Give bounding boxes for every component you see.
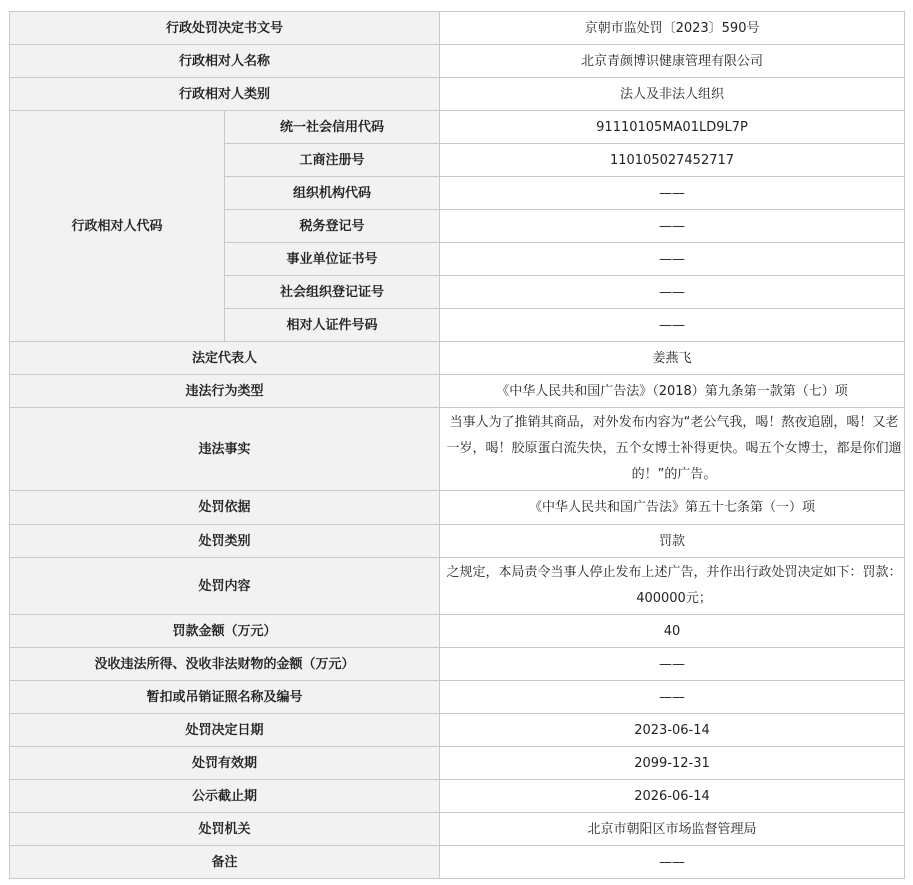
value-penalty-content: 之规定，本局责令当事人停止发布上述广告，并作出行政处罚决定如下：罚款：400000元； xyxy=(440,558,905,615)
value-penalty-type: 罚款 xyxy=(440,525,905,558)
row-remarks xyxy=(10,846,905,879)
value-fine-amount: 40 xyxy=(440,615,905,648)
value-remarks: —— xyxy=(440,846,905,879)
value-legal-rep: 姜燕飞 xyxy=(440,342,905,375)
value-violation-facts: 当事人为了推销其商品，对外发布内容为“老公气我，喝！熬夜追剧，喝！又老一岁，喝！胶原蛋白流失快，五个女博士补得更快。喝五个女博士，都是你们遛的！”的广告。 xyxy=(440,408,905,491)
value-business-reg-no: 110105027452717 xyxy=(440,144,905,177)
row-violation-type xyxy=(10,375,905,408)
label-decision-no: 行政处罚决定书文号 xyxy=(10,12,440,45)
row-decision-date xyxy=(10,714,905,747)
row-party-type xyxy=(10,78,905,111)
value-social-org-cert: —— xyxy=(440,276,905,309)
value-institution-cert: —— xyxy=(440,243,905,276)
label-tax-reg-no: 税务登记号 xyxy=(225,210,440,243)
penalty-record-table xyxy=(9,11,905,879)
value-valid-until: 2099-12-31 xyxy=(440,747,905,780)
value-id-number: —— xyxy=(440,309,905,342)
label-decision-date: 处罚决定日期 xyxy=(10,714,440,747)
row-penalty-basis xyxy=(10,491,905,525)
label-org-code: 组织机构代码 xyxy=(225,177,440,210)
label-license-revoke: 暂扣或吊销证照名称及编号 xyxy=(10,681,440,714)
row-violation-facts xyxy=(10,408,905,491)
value-license-revoke: —— xyxy=(440,681,905,714)
label-institution-cert: 事业单位证书号 xyxy=(225,243,440,276)
value-credit-code: 91110105MA01LD9L7P xyxy=(440,111,905,144)
row-license-revoke xyxy=(10,681,905,714)
row-decision-no xyxy=(10,12,905,45)
row-party-name xyxy=(10,45,905,78)
label-violation-type: 违法行为类型 xyxy=(10,375,440,408)
label-party-type: 行政相对人类别 xyxy=(10,78,440,111)
row-publicity-end xyxy=(10,780,905,813)
value-decision-date: 2023-06-14 xyxy=(440,714,905,747)
label-party-code: 行政相对人代码 xyxy=(10,111,225,342)
row-legal-rep xyxy=(10,342,905,375)
row-credit-code xyxy=(10,111,905,144)
label-business-reg-no: 工商注册号 xyxy=(225,144,440,177)
row-confiscation xyxy=(10,648,905,681)
value-violation-type: 《中华人民共和国广告法》（2018）第九条第一款第（七）项 xyxy=(440,375,905,408)
value-party-type: 法人及非法人组织 xyxy=(440,78,905,111)
label-social-org-cert: 社会组织登记证号 xyxy=(225,276,440,309)
value-org-code: —— xyxy=(440,177,905,210)
label-party-name: 行政相对人名称 xyxy=(10,45,440,78)
label-fine-amount: 罚款金额（万元） xyxy=(10,615,440,648)
value-party-name: 北京青颜博识健康管理有限公司 xyxy=(440,45,905,78)
label-penalty-basis: 处罚依据 xyxy=(10,491,440,525)
label-id-number: 相对人证件号码 xyxy=(225,309,440,342)
label-penalty-type: 处罚类别 xyxy=(10,525,440,558)
row-penalty-content xyxy=(10,558,905,615)
value-authority: 北京市朝阳区市场监督管理局 xyxy=(440,813,905,846)
row-fine-amount xyxy=(10,615,905,648)
label-confiscation: 没收违法所得、没收非法财物的金额（万元） xyxy=(10,648,440,681)
value-penalty-basis: 《中华人民共和国广告法》第五十七条第（一）项 xyxy=(440,491,905,525)
row-authority xyxy=(10,813,905,846)
label-credit-code: 统一社会信用代码 xyxy=(225,111,440,144)
row-valid-until xyxy=(10,747,905,780)
label-violation-facts: 违法事实 xyxy=(10,408,440,491)
row-penalty-type xyxy=(10,525,905,558)
value-confiscation: —— xyxy=(440,648,905,681)
label-authority: 处罚机关 xyxy=(10,813,440,846)
value-publicity-end: 2026-06-14 xyxy=(440,780,905,813)
label-remarks: 备注 xyxy=(10,846,440,879)
value-decision-no: 京朝市监处罚〔2023〕590号 xyxy=(440,12,905,45)
value-tax-reg-no: —— xyxy=(440,210,905,243)
label-publicity-end: 公示截止期 xyxy=(10,780,440,813)
label-valid-until: 处罚有效期 xyxy=(10,747,440,780)
label-penalty-content: 处罚内容 xyxy=(10,558,440,615)
label-legal-rep: 法定代表人 xyxy=(10,342,440,375)
